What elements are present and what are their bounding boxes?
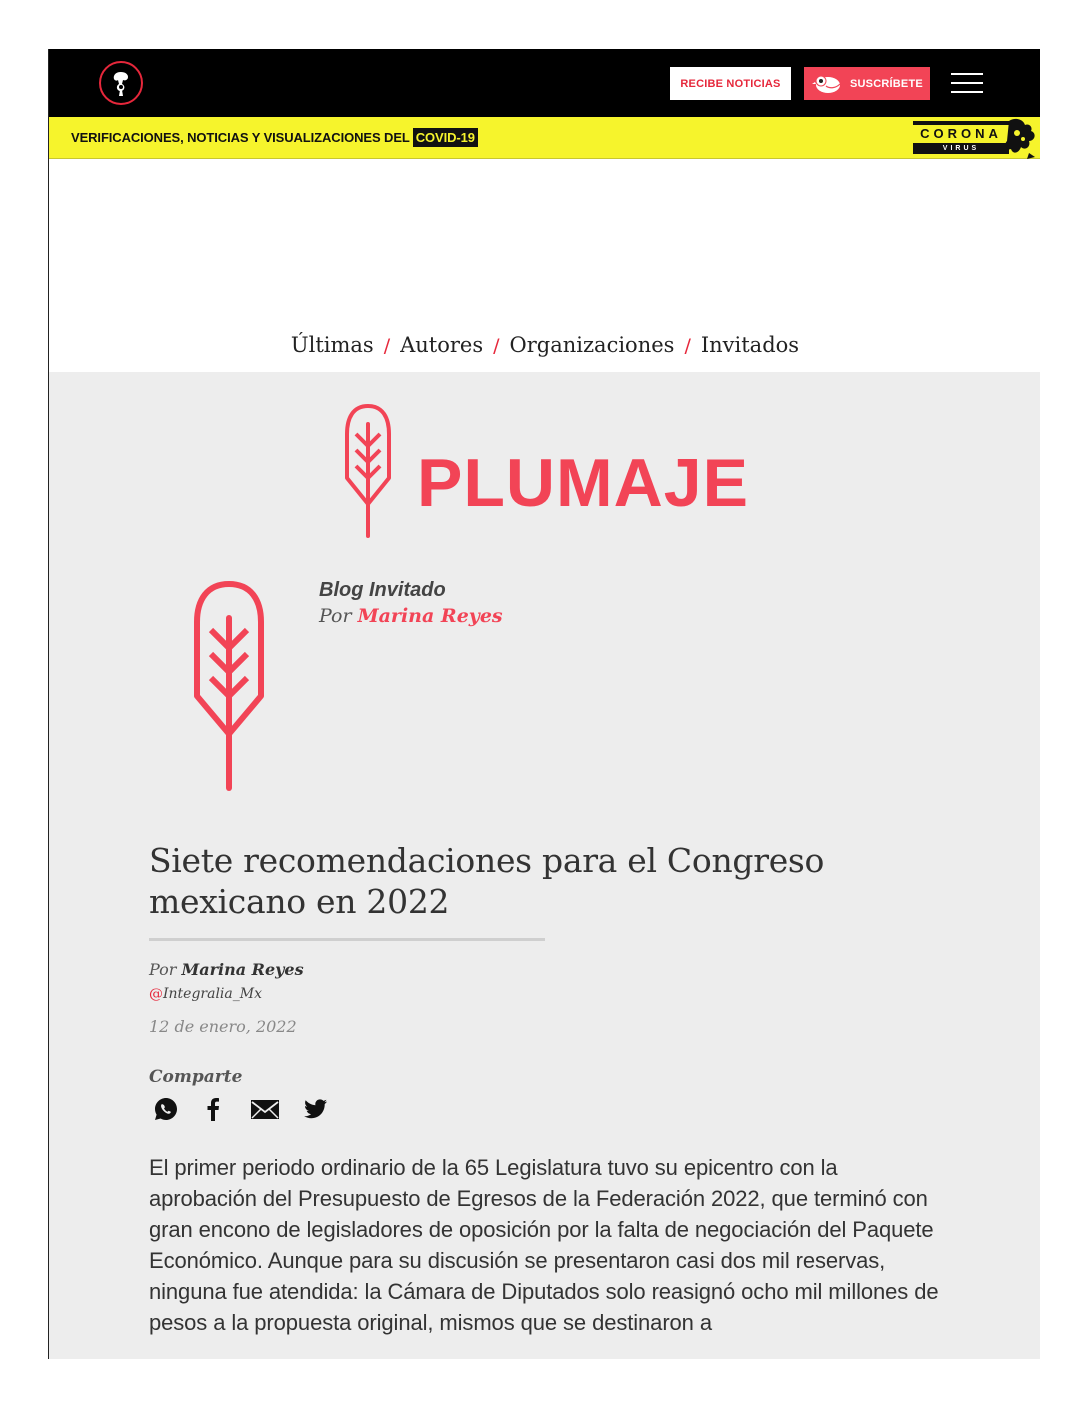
animal-politico-logo-icon[interactable] bbox=[99, 61, 143, 105]
virus-splatter-icon bbox=[1003, 117, 1040, 159]
site-header bbox=[49, 49, 1040, 117]
article-page bbox=[48, 49, 1040, 1359]
nav-item-organizaciones[interactable]: Organizaciones bbox=[509, 333, 675, 357]
plumaje-brand[interactable] bbox=[343, 402, 753, 542]
feather-icon bbox=[343, 402, 393, 538]
nav-separator: / bbox=[493, 335, 500, 357]
blog-author-link[interactable]: Marina Reyes bbox=[357, 605, 503, 627]
article-author[interactable]: Marina Reyes bbox=[181, 960, 304, 979]
article-paragraph: El primer periodo ordinario de la 65 Legislatura tuvo su epicentro con la aprobación del Presupuesto de Egresos de la Federación 2022, que terminó con gran encono de legisladores de oposición por la falta de negociación del Paquete Económico. Aunque para su discusión se presentaron casi dos mil reservas, ninguna fue atendida: la Cámara de Diputados solo reasignó ocho mil millones de pesos a la propuesta original, mismos que se destinaron a bbox=[149, 1155, 939, 1335]
corona-badge-word: CORONA bbox=[913, 125, 1009, 143]
coronavirus-badge[interactable] bbox=[911, 117, 1040, 159]
nav-item-invitados[interactable]: Invitados bbox=[700, 333, 800, 357]
covid-banner[interactable] bbox=[49, 117, 1040, 159]
nav-item-ultimas[interactable]: Últimas bbox=[290, 333, 374, 357]
receive-news-button[interactable]: RECIBE NOTICIAS bbox=[670, 67, 791, 100]
covid-banner-text[interactable]: VERIFICACIONES, NOTICIAS Y VISUALIZACIONES DEL COVID-19 bbox=[71, 130, 478, 145]
blog-author-line: Por Marina Reyes bbox=[319, 605, 503, 627]
article-title: Siete recomendaciones para el Congreso mexicano en 2022 bbox=[149, 841, 825, 921]
article-byline: Por Marina Reyes bbox=[149, 960, 304, 979]
email-icon[interactable] bbox=[249, 1096, 281, 1122]
covid-tag: COVID-19 bbox=[413, 128, 478, 147]
nav-separator: / bbox=[383, 335, 391, 357]
facebook-icon[interactable] bbox=[205, 1096, 221, 1122]
share-label: Comparte bbox=[149, 1067, 243, 1087]
article-body bbox=[49, 372, 1040, 1359]
corona-badge-sub: VIRUS bbox=[942, 145, 980, 152]
hamburger-menu-icon[interactable] bbox=[951, 73, 983, 93]
twitter-icon[interactable] bbox=[303, 1096, 329, 1122]
author-avatar-feather-icon bbox=[189, 578, 269, 794]
author-handle[interactable]: @Integralia_Mx bbox=[149, 986, 262, 1002]
subscribe-label: SUSCRÍBETE bbox=[850, 77, 923, 90]
subscribe-button[interactable] bbox=[804, 67, 930, 100]
article-date: 12 de enero, 2022 bbox=[149, 1017, 297, 1036]
title-divider bbox=[149, 938, 545, 941]
blog-subnav bbox=[49, 333, 1040, 357]
blog-section-label: Blog Invitado bbox=[319, 579, 446, 601]
whatsapp-icon[interactable] bbox=[153, 1096, 179, 1122]
nav-separator: / bbox=[684, 335, 691, 357]
nav-item-autores[interactable]: Autores bbox=[400, 333, 484, 357]
brand-name: PLUMAJE bbox=[417, 445, 749, 521]
bird-mascot-icon bbox=[812, 72, 844, 96]
